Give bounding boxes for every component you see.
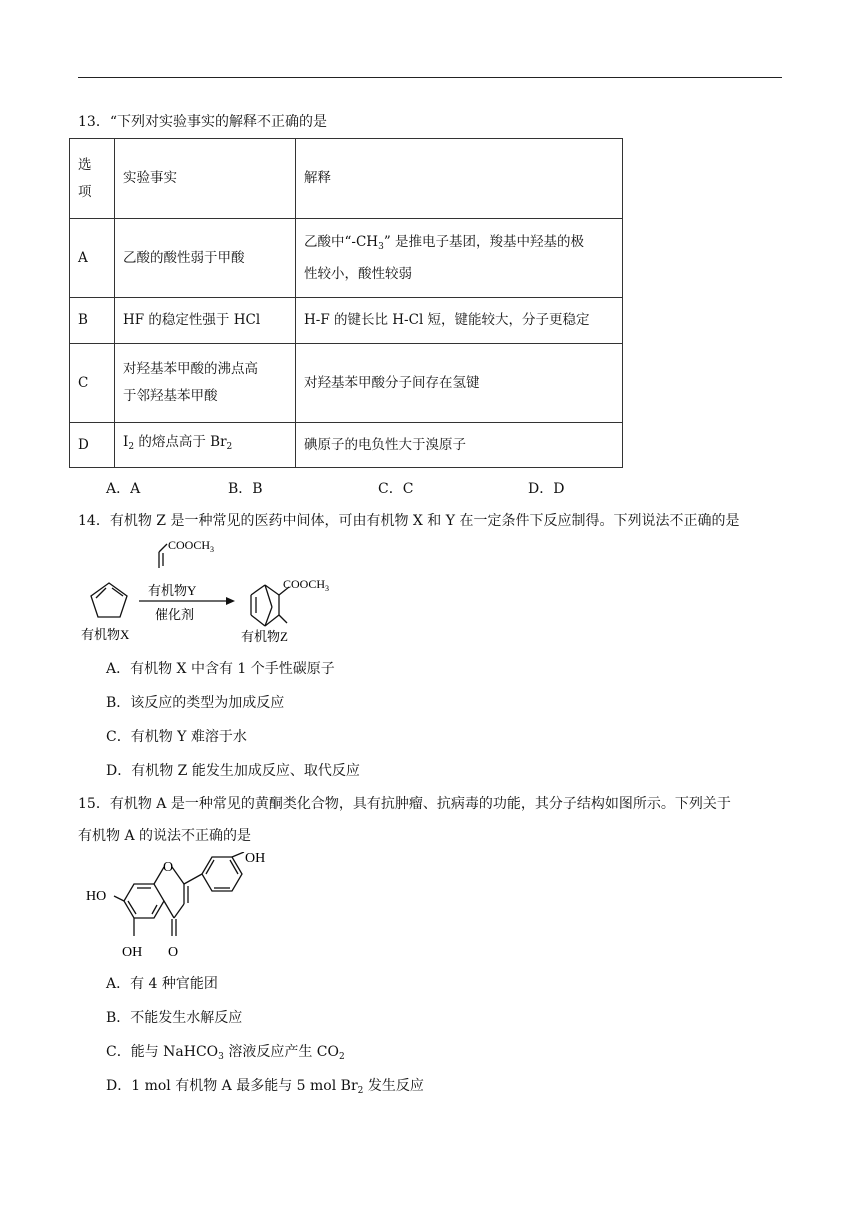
row-option: B xyxy=(70,298,115,344)
x-label: 有机物X xyxy=(81,627,130,642)
q13-choice-a: A．A xyxy=(106,481,141,497)
q15-option-c: C．能与 NaHCO$_3$ 溶液反应产生 $CO_2$ xyxy=(106,1044,345,1062)
ring-o-label: O xyxy=(163,860,174,875)
table-row xyxy=(70,344,623,423)
flavonoid-structure xyxy=(84,852,284,960)
q15-option-d: D．1 mol 有机物 A 最多能与 5 mol $Br_2$ 发生反应 xyxy=(106,1078,424,1096)
q15-option-b: B．不能发生水解反应 xyxy=(106,1010,243,1026)
row-explanation: 乙酸中“$-CH_3$” 是推电子基团，羧基中羟基的极 性较小，酸性较弱 xyxy=(296,219,623,298)
oh-top-label: OH xyxy=(245,852,266,866)
q14-option-a: A．有机物 X 中含有 1 个手性碳原子 xyxy=(106,661,335,677)
row-fact: HF 的稳定性强于 HCl xyxy=(115,298,296,344)
q15-option-a: A．有 4 种官能团 xyxy=(106,976,218,992)
q14-option-c: C．有机物 Y 难溶于水 xyxy=(106,729,247,745)
q13-choice-c: C．C xyxy=(378,481,414,497)
catalyst-label: 催化剂 xyxy=(155,607,195,622)
norbornene-structure xyxy=(251,585,289,626)
z-group: $COOCH_3$ xyxy=(283,577,330,593)
q15-stem-line2: 有机物 A 的说法不正确的是 xyxy=(78,828,252,844)
cyclopentadiene-structure xyxy=(91,583,127,617)
reaction-scheme xyxy=(75,535,365,647)
row-fact: 对羟基苯甲酸的沸点高 于邻羟基苯甲酸 xyxy=(115,344,296,423)
q13-stem: 13．“下列对实验事实的解释不正确的是 xyxy=(78,114,327,130)
q13-table xyxy=(69,138,623,468)
row-explanation: 对羟基苯甲酸分子间存在氢键 xyxy=(296,344,623,423)
table-row xyxy=(70,298,623,344)
z-label: 有机物Z xyxy=(241,629,288,644)
q13-choice-d: D．D xyxy=(528,481,565,497)
row-option: A xyxy=(70,219,115,298)
keto-o-label: O xyxy=(168,945,179,960)
row-explanation: 碘原子的电负性大于溴原子 xyxy=(296,423,623,468)
row-explanation: H-F 的键长比 H-Cl 短，键能较大，分子更稳定 xyxy=(296,298,623,344)
header-rule xyxy=(78,77,782,78)
row-option: C xyxy=(70,344,115,423)
row-fact: $I_2$ 的熔点高于 $Br_2$ xyxy=(115,423,296,468)
header-explanation: 解释 xyxy=(296,139,623,219)
acrylate-structure xyxy=(159,544,167,568)
table-header-row xyxy=(70,139,623,219)
table-row xyxy=(70,423,623,468)
table-row xyxy=(70,219,623,298)
q15-stem-line1: 15．有机物 A 是一种常见的黄酮类化合物，具有抗肿瘤、抗病毒的功能，其分子结构如图所示。下列关于 xyxy=(78,796,731,812)
header-fact: 实验事实 xyxy=(115,139,296,219)
y-group: $COOCH_3$ xyxy=(168,538,215,554)
row-option: D xyxy=(70,423,115,468)
arrow-head-icon xyxy=(226,597,235,605)
reagent-label: 有机物Y xyxy=(148,583,197,598)
q14-option-b: B．该反应的类型为加成反应 xyxy=(106,695,285,711)
header-option: 选 项 xyxy=(70,139,115,219)
ho-left-label: HO xyxy=(86,889,107,904)
q13-choice-b: B．B xyxy=(228,481,263,497)
row-fact: 乙酸的酸性弱于甲酸 xyxy=(115,219,296,298)
q14-option-d: D．有机物 Z 能发生加成反应、取代反应 xyxy=(106,763,360,779)
q14-stem: 14．有机物 Z 是一种常见的医药中间体，可由有机物 X 和 Y 在一定条件下反应制得。下列说法不正确的是 xyxy=(78,513,740,529)
oh-bottom-label: OH xyxy=(122,945,143,960)
